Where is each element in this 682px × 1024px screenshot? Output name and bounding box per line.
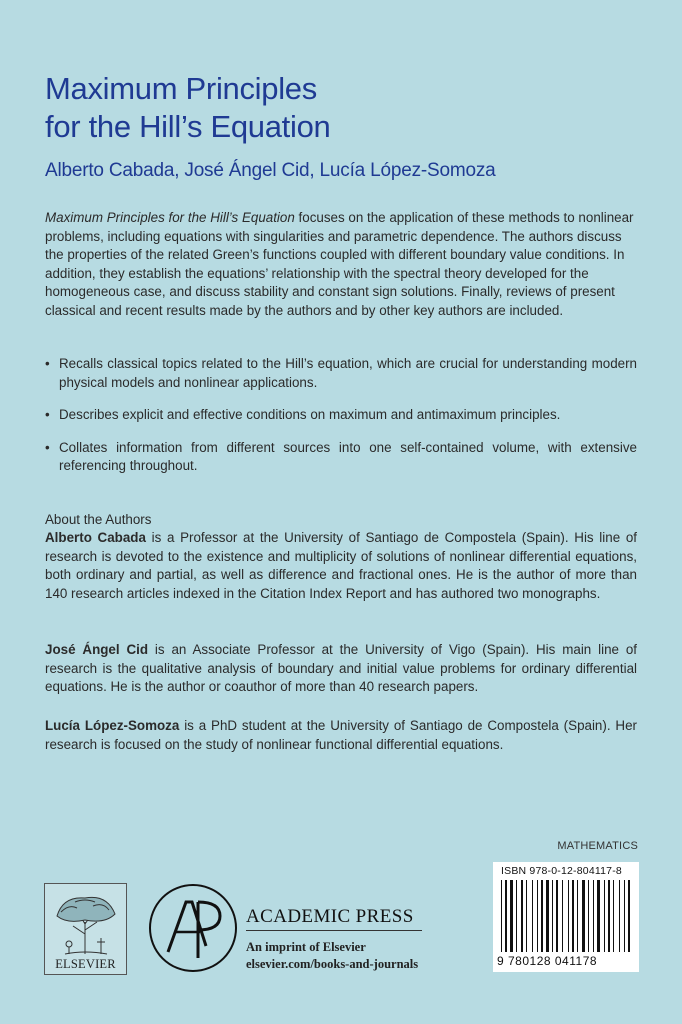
bullet-icon: • xyxy=(45,356,50,371)
elsevier-logo xyxy=(44,883,127,975)
bullet-icon: • xyxy=(45,439,50,455)
bio-name: Alberto Cabada xyxy=(45,530,146,545)
book-title xyxy=(45,70,330,146)
elsevier-label: ELSEVIER xyxy=(55,957,116,971)
barcode xyxy=(493,862,639,972)
list-item xyxy=(45,406,637,425)
title-line-1: Maximum Principles xyxy=(45,71,317,106)
bio-name: Lucía López-Somoza xyxy=(45,718,180,733)
bio-name: José Ángel Cid xyxy=(45,642,149,657)
subject-label: MATHEMATICS xyxy=(557,840,638,852)
description-italic-title: Maximum Principles for the Hill’s Equation xyxy=(45,210,295,225)
bullet-text: Recalls classical topics related to the Hill’s equation, which are crucial for understanding modern physical models and nonlinear applications. xyxy=(59,356,637,390)
academic-press-logo-icon xyxy=(146,880,240,976)
publisher-divider xyxy=(246,930,422,931)
publisher-url: elsevier.com/books-and-journals xyxy=(246,957,419,971)
publisher-imprint: An imprint of Elsevier xyxy=(246,940,366,954)
list-item xyxy=(45,355,637,392)
bio-cid xyxy=(45,641,637,697)
bullet-text: Collates information from different sources into one self-contained volume, with extensive referencing throughout. xyxy=(59,439,637,474)
publisher-name: ACADEMIC PRESS xyxy=(246,906,414,927)
barcode-number: 9 780128 041178 xyxy=(497,954,598,968)
description-text: focuses on the application of these methods to nonlinear problems, including equations with singularities and parametric dependence. The authors discuss the properties of the related Green’s functions coupled with different boundary value conditions. In addition, they establish the equations’ relationship with the spectral theory developed for the homogeneous case, and discuss stability and constant sign solutions. Finally, reviews of present classical and recent results made by the authors and by other key authors are included. xyxy=(45,210,634,318)
bio-text: is a PhD student at the University of Santiago de Compostela (Spain). Her research is focused on the study of nonlinear functional differential equations. xyxy=(45,718,638,752)
about-heading: About the Authors xyxy=(45,512,152,527)
description xyxy=(45,209,637,321)
bio-lopez-somoza xyxy=(45,717,637,754)
authors: Alberto Cabada, José Ángel Cid, Lucía López-Somoza xyxy=(45,160,496,181)
list-item xyxy=(45,439,637,476)
bullet-icon: • xyxy=(45,407,50,423)
bullet-text: Describes explicit and effective conditions on maximum and antimaximum principles. xyxy=(59,407,561,423)
bio-text: is an Associate Professor at the University of Vigo (Spain). His main line of research is the qualitative analysis of boundary and initial value problems for ordinary differential equations. He is the author or coauthor of more than 40 research papers. xyxy=(45,642,637,695)
title-line-2: for the Hill’s Equation xyxy=(45,109,331,144)
bio-text: is a Professor at the University of Santiago de Compostela (Spain). His line of research is devoted to the existence and multiplicity of solutions of nonlinear differential equations, both ordinary and partial, as well as difference and fractional ones. He is the author of more than 140 research articles indexed in the Citation Index Report and has authored two monographs. xyxy=(45,530,637,601)
isbn-label: ISBN 978-0-12-804117-8 xyxy=(501,865,622,877)
tree-icon xyxy=(45,886,126,958)
bio-cabada xyxy=(45,529,637,603)
feature-list xyxy=(45,355,637,490)
